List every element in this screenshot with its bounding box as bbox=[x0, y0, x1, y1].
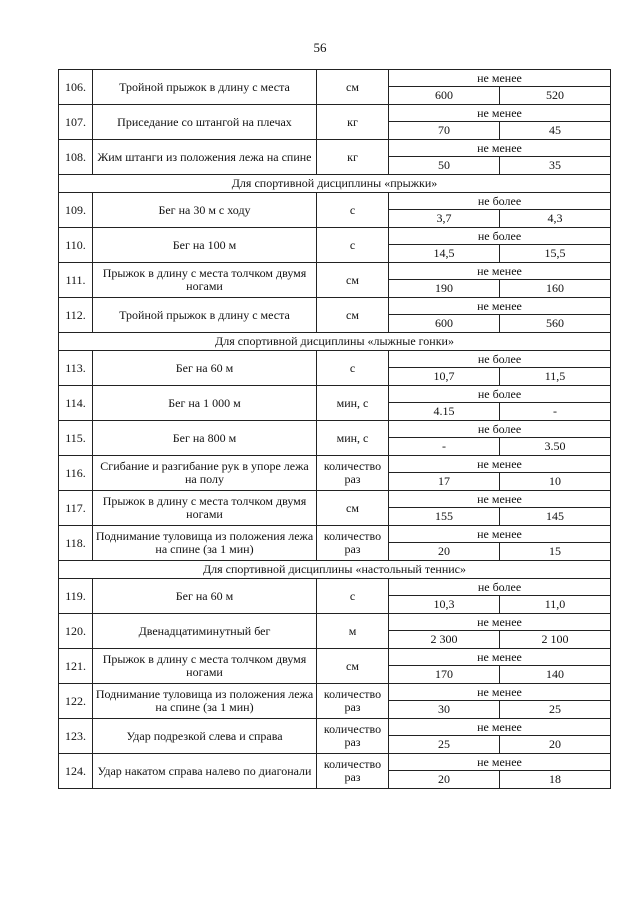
value-cell-2: 160 bbox=[500, 280, 611, 298]
condition-cell: не менее bbox=[389, 526, 611, 543]
condition-cell: не менее bbox=[389, 491, 611, 508]
value-cell-2: - bbox=[500, 403, 611, 421]
exercise-name: Удар подрезкой слева и справа bbox=[93, 719, 317, 754]
value-cell-1: 600 bbox=[389, 315, 500, 333]
value-cell-1: 20 bbox=[389, 771, 500, 789]
row-number: 122. bbox=[59, 684, 93, 719]
row-number: 113. bbox=[59, 351, 93, 386]
value-cell-1: 14,5 bbox=[389, 245, 500, 263]
table-row bbox=[59, 456, 611, 473]
norms-table-body bbox=[59, 70, 611, 789]
unit-cell: количество раз bbox=[317, 719, 389, 754]
value-cell-2: 140 bbox=[500, 666, 611, 684]
value-cell-2: 4,3 bbox=[500, 210, 611, 228]
row-number: 110. bbox=[59, 228, 93, 263]
unit-cell: мин, с bbox=[317, 421, 389, 456]
unit-cell: мин, с bbox=[317, 386, 389, 421]
table-row bbox=[59, 193, 611, 210]
table-row bbox=[59, 140, 611, 157]
row-number: 106. bbox=[59, 70, 93, 105]
condition-cell: не более bbox=[389, 193, 611, 210]
value-cell-1: 10,7 bbox=[389, 368, 500, 386]
value-cell-2: 3.50 bbox=[500, 438, 611, 456]
unit-cell: см bbox=[317, 649, 389, 684]
value-cell-1: 190 bbox=[389, 280, 500, 298]
value-cell-1: - bbox=[389, 438, 500, 456]
exercise-name: Бег на 800 м bbox=[93, 421, 317, 456]
value-cell-2: 35 bbox=[500, 157, 611, 175]
row-number: 120. bbox=[59, 614, 93, 649]
exercise-name: Бег на 1 000 м bbox=[93, 386, 317, 421]
row-number: 114. bbox=[59, 386, 93, 421]
row-number: 124. bbox=[59, 754, 93, 789]
row-number: 107. bbox=[59, 105, 93, 140]
exercise-name: Сгибание и разгибание рук в упоре лежа на полу bbox=[93, 456, 317, 491]
exercise-name: Бег на 30 м с ходу bbox=[93, 193, 317, 228]
value-cell-1: 20 bbox=[389, 543, 500, 561]
value-cell-2: 11,5 bbox=[500, 368, 611, 386]
table-row bbox=[59, 70, 611, 87]
condition-cell: не менее bbox=[389, 70, 611, 87]
section-title: Для спортивной дисциплины «лыжные гонки» bbox=[59, 333, 611, 351]
unit-cell: с bbox=[317, 351, 389, 386]
unit-cell: количество раз bbox=[317, 754, 389, 789]
row-number: 115. bbox=[59, 421, 93, 456]
condition-cell: не менее bbox=[389, 649, 611, 666]
table-row bbox=[59, 614, 611, 631]
row-number: 116. bbox=[59, 456, 93, 491]
exercise-name: Приседание со штангой на плечах bbox=[93, 105, 317, 140]
table-row bbox=[59, 526, 611, 543]
exercise-name: Прыжок в длину с места толчком двумя ногами bbox=[93, 649, 317, 684]
exercise-name: Поднимание туловища из положения лежа на спине (за 1 мин) bbox=[93, 684, 317, 719]
unit-cell: кг bbox=[317, 140, 389, 175]
row-number: 108. bbox=[59, 140, 93, 175]
unit-cell: количество раз bbox=[317, 456, 389, 491]
norms-table bbox=[58, 69, 611, 789]
table-row bbox=[59, 649, 611, 666]
exercise-name: Бег на 100 м bbox=[93, 228, 317, 263]
value-cell-2: 145 bbox=[500, 508, 611, 526]
condition-cell: не более bbox=[389, 386, 611, 403]
exercise-name: Тройной прыжок в длину с места bbox=[93, 70, 317, 105]
value-cell-2: 45 bbox=[500, 122, 611, 140]
value-cell-2: 20 bbox=[500, 736, 611, 754]
value-cell-1: 10,3 bbox=[389, 596, 500, 614]
condition-cell: не более bbox=[389, 351, 611, 368]
table-row bbox=[59, 386, 611, 403]
value-cell-2: 25 bbox=[500, 701, 611, 719]
value-cell-2: 560 bbox=[500, 315, 611, 333]
value-cell-1: 17 bbox=[389, 473, 500, 491]
value-cell-1: 25 bbox=[389, 736, 500, 754]
value-cell-1: 30 bbox=[389, 701, 500, 719]
unit-cell: см bbox=[317, 70, 389, 105]
row-number: 111. bbox=[59, 263, 93, 298]
page-number: 56 bbox=[313, 40, 327, 55]
table-row bbox=[59, 579, 611, 596]
table-row bbox=[59, 105, 611, 122]
condition-cell: не менее bbox=[389, 105, 611, 122]
table-row bbox=[59, 719, 611, 736]
condition-cell: не менее bbox=[389, 298, 611, 315]
row-number: 123. bbox=[59, 719, 93, 754]
table-row bbox=[59, 263, 611, 280]
unit-cell: кг bbox=[317, 105, 389, 140]
exercise-name: Удар накатом справа налево по диагонали bbox=[93, 754, 317, 789]
exercise-name: Поднимание туловища из положения лежа на спине (за 1 мин) bbox=[93, 526, 317, 561]
value-cell-1: 600 bbox=[389, 87, 500, 105]
exercise-name: Тройной прыжок в длину с места bbox=[93, 298, 317, 333]
unit-cell: с bbox=[317, 193, 389, 228]
value-cell-1: 2 300 bbox=[389, 631, 500, 649]
table-row bbox=[59, 421, 611, 438]
unit-cell: количество раз bbox=[317, 684, 389, 719]
condition-cell: не более bbox=[389, 228, 611, 245]
exercise-name: Жим штанги из положения лежа на спине bbox=[93, 140, 317, 175]
section-header-row bbox=[59, 561, 611, 579]
condition-cell: не более bbox=[389, 579, 611, 596]
exercise-name: Прыжок в длину с места толчком двумя ногами bbox=[93, 491, 317, 526]
unit-cell: количество раз bbox=[317, 526, 389, 561]
section-title: Для спортивной дисциплины «прыжки» bbox=[59, 175, 611, 193]
row-number: 118. bbox=[59, 526, 93, 561]
row-number: 121. bbox=[59, 649, 93, 684]
value-cell-1: 170 bbox=[389, 666, 500, 684]
condition-cell: не менее bbox=[389, 140, 611, 157]
unit-cell: с bbox=[317, 228, 389, 263]
value-cell-2: 15,5 bbox=[500, 245, 611, 263]
condition-cell: не менее bbox=[389, 614, 611, 631]
unit-cell: см bbox=[317, 491, 389, 526]
section-header-row bbox=[59, 175, 611, 193]
exercise-name: Бег на 60 м bbox=[93, 351, 317, 386]
unit-cell: см bbox=[317, 298, 389, 333]
unit-cell: м bbox=[317, 614, 389, 649]
table-row bbox=[59, 684, 611, 701]
value-cell-2: 10 bbox=[500, 473, 611, 491]
row-number: 109. bbox=[59, 193, 93, 228]
exercise-name: Прыжок в длину с места толчком двумя ногами bbox=[93, 263, 317, 298]
value-cell-2: 15 bbox=[500, 543, 611, 561]
unit-cell: см bbox=[317, 263, 389, 298]
condition-cell: не менее bbox=[389, 684, 611, 701]
value-cell-1: 155 bbox=[389, 508, 500, 526]
row-number: 117. bbox=[59, 491, 93, 526]
value-cell-2: 2 100 bbox=[500, 631, 611, 649]
table-row bbox=[59, 351, 611, 368]
table-row bbox=[59, 298, 611, 315]
table-row bbox=[59, 228, 611, 245]
section-header-row bbox=[59, 333, 611, 351]
exercise-name: Двенадцатиминутный бег bbox=[93, 614, 317, 649]
table-row bbox=[59, 754, 611, 771]
row-number: 119. bbox=[59, 579, 93, 614]
unit-cell: с bbox=[317, 579, 389, 614]
value-cell-1: 50 bbox=[389, 157, 500, 175]
row-number: 112. bbox=[59, 298, 93, 333]
table-row bbox=[59, 491, 611, 508]
value-cell-2: 18 bbox=[500, 771, 611, 789]
value-cell-1: 3,7 bbox=[389, 210, 500, 228]
condition-cell: не менее bbox=[389, 754, 611, 771]
condition-cell: не менее bbox=[389, 456, 611, 473]
value-cell-2: 520 bbox=[500, 87, 611, 105]
value-cell-1: 70 bbox=[389, 122, 500, 140]
condition-cell: не менее bbox=[389, 263, 611, 280]
exercise-name: Бег на 60 м bbox=[93, 579, 317, 614]
section-title: Для спортивной дисциплины «настольный теннис» bbox=[59, 561, 611, 579]
value-cell-1: 4.15 bbox=[389, 403, 500, 421]
condition-cell: не менее bbox=[389, 719, 611, 736]
condition-cell: не более bbox=[389, 421, 611, 438]
value-cell-2: 11,0 bbox=[500, 596, 611, 614]
